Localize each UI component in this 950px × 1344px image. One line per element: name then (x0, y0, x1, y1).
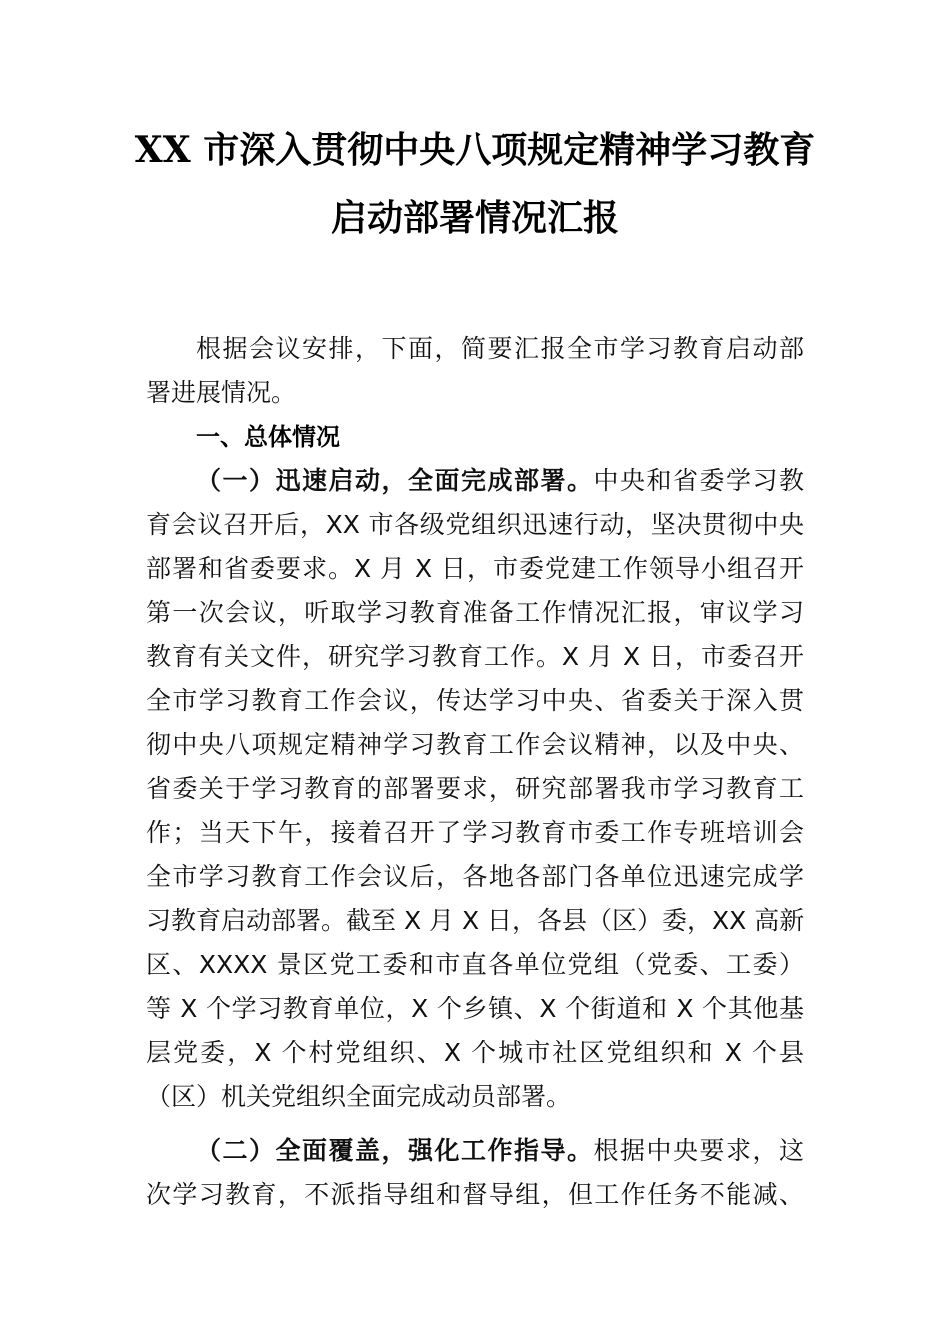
intro-line-2: 署进展情况。 (146, 378, 297, 407)
section-heading-overview: 一、总体情况 (196, 423, 340, 451)
subsection-1-line-15: （区）机关党组织全面完成动员部署。 (146, 1082, 572, 1111)
document-title-line-2: 启动部署情况汇报 (330, 197, 619, 239)
subsection-1-line-9: 作；当天下午，接着召开了学习教育市委工作专班培训会 (146, 818, 804, 847)
subsection-1-line-13: 等 X 个学习教育单位，X 个乡镇、X 个街道和 X 个其他基 (146, 994, 804, 1023)
subsection-2-line-2: 次学习教育，不派指导组和督导组，但工作任务不能减、 (146, 1180, 804, 1209)
subsection-1-line-4: 第一次会议，听取学习教育准备工作情况汇报，审议学习 (146, 598, 804, 627)
subsection-1-line-10: 全市学习教育工作会议后，各地各部门各单位迅速完成学 (146, 862, 804, 891)
subsection-1-line-1 (196, 459, 804, 503)
subsection-1-line-14: 层党委，X 个村党组织、X 个城市社区党组织和 X 个县 (146, 1038, 804, 1067)
intro-line-1: 根据会议安排，下面，简要汇报全市学习教育启动部 (196, 334, 804, 363)
subsection-1-line-2: 育会议召开后，XX 市各级党组织迅速行动，坚决贯彻中央 (146, 510, 804, 539)
subsection-1-line-8: 省委关于学习教育的部署要求，研究部署我市学习教育工 (146, 774, 804, 803)
subsection-1-line-12: 区、XXXX 景区党工委和市直各单位党组（党委、工委） (146, 950, 804, 979)
subsection-2-lead: （二）全面覆盖，强化工作指导。 (196, 1136, 594, 1165)
subsection-2-lead-tail: 根据中央要求，这 (593, 1136, 804, 1165)
subsection-2-line-1 (196, 1129, 804, 1173)
subsection-1-line-6: 全市学习教育工作会议，传达学习中央、省委关于深入贯 (146, 686, 804, 715)
subsection-1-line-11: 习教育启动部署。截至 X 月 X 日，各县（区）委，XX 高新 (146, 906, 805, 935)
document-title-line-1: XX 市深入贯彻中央八项规定精神学习教育 (134, 129, 816, 171)
subsection-1-line-3: 部署和省委要求。X 月 X 日，市委党建工作领导小组召开 (146, 554, 804, 583)
subsection-1-lead-tail: 中央和省委学习教 (593, 466, 804, 495)
subsection-1-lead: （一）迅速启动，全面完成部署。 (196, 466, 594, 495)
subsection-1-line-7: 彻中央八项规定精神学习教育工作会议精神，以及中央、 (146, 730, 804, 759)
subsection-1-line-5: 教育有关文件，研究学习教育工作。X 月 X 日，市委召开 (146, 642, 804, 671)
